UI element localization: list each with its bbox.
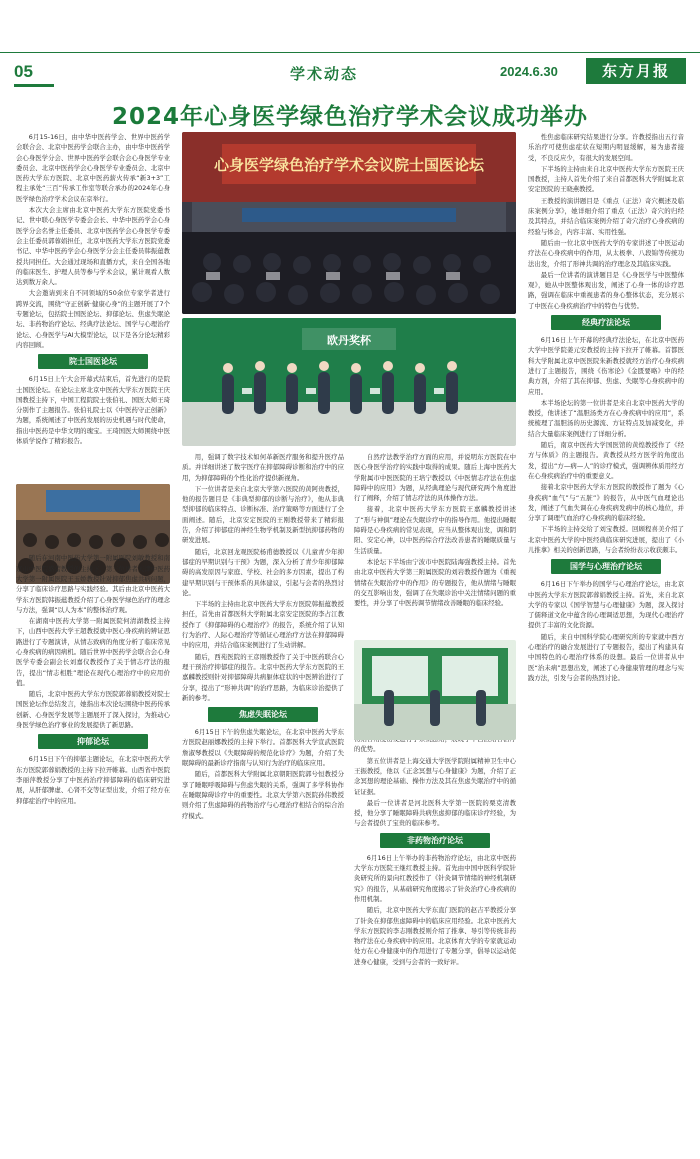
- exhibit-illustration: [354, 640, 516, 740]
- classic-paragraph-3: 随后，南京中医药大学国医馆的黄煌教授作了《经方与体质》的主题报告。黄教授从经方医学的角度出发，提出“方—病—人”的诊疗模式，强调辨体质用经方在心身疾病治疗中的重要意义。: [528, 441, 684, 480]
- subhead-classic-forum: 经典疗法论坛: [551, 315, 661, 330]
- stage-backdrop-text: 欧丹奖杯: [327, 334, 371, 347]
- headline: 2024年心身医学绿色治疗学术会议成功举办: [111, 104, 588, 130]
- column4-paragraph-1: 性焦虑临床研究结果进行分享。许教授指出五行音乐治疗可使焦虑症状在短期内明显缓解，易为患者接受，不良反应少，有很大的发展空间。: [528, 133, 684, 162]
- subhead-guoxue-forum: 国学与心理治疗论坛: [551, 559, 661, 574]
- column4-paragraph-3: 王教授的演讲题目是《重点（正法）奇穴概述及临床案例分享》，她详细介绍了重点（正法）奇穴的归经及其特点，并结合临床案例介绍了奇穴治疗心身疾病的经验与体会，内容丰富、实用性强。: [528, 196, 684, 236]
- column2-paragraph-4: 下半场的主持由北京中医药大学东方医院韩振蕴教授担任，首先由首都医科大学附属北京安定医院的李占江教授作了《抑郁障碍的心理治疗》的报告，系统介绍了认知行为治疗、人际心理治疗等循证心理治疗方法在抑郁障碍中的应用，并结合临床案例进行了生动讲解。: [182, 600, 344, 650]
- guoxue-paragraph-2: 随后，来自中国科学院心理研究所的专家就中西方心理治疗的融合发展进行了专题报告，提出了构建具有中国特色的心理治疗体系的设想。最后一位讲者从中医“治未病”思想出发，阐述了心身健康管理的理念与实践方法，引发与会者的热烈讨论。: [528, 632, 684, 682]
- paper-name-logo: 东方月报: [586, 58, 686, 84]
- issue-date: 2024.6.30: [500, 64, 558, 79]
- column2-paragraph-2: 下一位讲者是来自北京大学第六医院的黄阿贵教授，他的报告题目是《非典型抑郁的诊断与治疗》，他从非典型抑郁的临床特点、诊断标准、治疗策略等方面进行了全面阐述。随后，北京安定医院的王刚教授带来了精彩报告，介绍了抑郁症的神经生物学机制及新型抗抑郁药物的研发进展。: [182, 484, 344, 545]
- conference-hall-illustration: [182, 132, 516, 314]
- classic-paragraph-5: 下半场的主持交给了刘宝教授。回顾程喜美介绍了北京中医药大学的中医经典临床研究进展，提出了《小儿推拿》相关的创新思路，与会者纷纷表示收获颇丰。: [528, 525, 684, 554]
- classic-paragraph-4: 接着北京中医药大学东方医院的教授作了题为《心身疾病“血气”与“五脏”》的报告，从中医气血理论出发，阐述了气血失调在心身疾病发病中的核心地位，并分享了调理气血治疗心身疾病的临床经验。: [528, 483, 684, 523]
- award-stage-photo: [182, 318, 516, 446]
- anxiety-paragraph-1: 6月15日下午的焦虑失眠论坛，在北京中医药大学东方医院赵丽娜教授的主持下举行。首都医科大学宣武医院詹淑琴教授以《失眠障碍的规范化诊疗》为题，介绍了失眠障碍的最新诊疗指南与认知行为治疗的临床应用。: [182, 728, 344, 768]
- forum-photo-exhibit: [354, 640, 516, 740]
- classic-paragraph-1: 6月16日上午开幕的经典疗法论坛，在北京中医药大学中医学院姜元安教授的主持下拉开了帷幕。首都医科大学附属北京中医医院朱新教授就经方治疗心身疾病进行了主题报告，围绕《伤寒论》《金匮要略》中的经典方剂，介绍了其在抑郁、焦虑、失眠等心身疾病中的应用。: [528, 336, 684, 396]
- page-number-underline: [14, 84, 54, 87]
- column3-paragraph-3: 本论坛下半场由宁波市中医院陆海强教授主持。首先由北京中医药大学第三附属医院的刘岩教授作题为《重视情绪在失眠治疗中的作用》的专题报告，他从情绪与睡眠的交互影响出发，强调了在失眠诊治中关注情绪问题的重要性，并分享了中医药调节情绪改善睡眠的临床经验。: [354, 557, 516, 608]
- photo-spacer: [16, 447, 170, 553]
- academician-paragraph: 6月15日上午大会开幕式结束后，首先进行的是院士国医论坛。在论坛主席北京中医药大学东方医院王庆国教授主持下，中国工程院院士张伯礼、国医大师王琦分别作了主题报告。张伯礼院士以《中医药守正创新》为题，系统阐述了中医药发展的历史机遇与时代使命，指出中医药是中华文明的瑰宝。王琦国医大师围绕中医体质学说作了精彩报告。: [16, 375, 170, 446]
- page-number: 05: [14, 62, 33, 81]
- column2-paragraph-5: 随后，西苑医院的王彦刚教授作了关于中医药联合心理干预治疗抑郁症的报告。北京中医药大学东方医院的王嘉麟教授则针对抑郁障碍共病躯体症状的中医辨治进行了分享，提出了“形神共调”的治疗思路，为临床诊治提供了新的参考。: [182, 652, 344, 702]
- intro-paragraph-2: 本次大会主席由北京中医药大学东方医院党委书记、世中联心身医学专委会会长、中华中医药学会心身医学分会名誉主任委员、北京中医药学会心身医学专委会主任委员郭蓉娟担任，北京中医药大学东方医院党委书记、中华中医药学会心身医学分会主任委员韩振蕴教授共同担任。大会通过现场和直播方式，来自全国各地的临床医生、护理人员等参与学术会议，累计观看人数达到数万余人。: [16, 206, 170, 287]
- column1-paragraph-4: 随后在河南中医药大学第一附属医院刘敏教授和南京市中医院盛蕾教授的主持下，第三位讲者天津中医药大学第一附属医院王玉娇教授针对抑郁焦虑共病问题，分享了临床诊疗思路与实践经验。其后由北京中医药大学东方医院韩振蕴教授介绍了心身医学绿色治疗的理念与方法，强调“以人为本”的整体治疗观。: [16, 554, 170, 614]
- column3-paragraph-2: 接着，北京中医药大学东方医院王嘉麟教授讲述了“形与神俱”理论在失眠诊疗中的指导作用。他提出睡眠障碍是心身疾病的常见表现，应当从整体观出发，调和阴阳、安定心神，以中医药综合疗法改善患者的睡眠质量与生活质量。: [354, 505, 516, 555]
- classic-paragraph-2: 本半场论坛的第一位讲者是来自北京中医药大学的教授，他讲述了“温胆汤类方在心身疾病中的应用”，系统梳理了温胆汤的历史源流、方证特点及加减变化，并结合大量临床案例进行了详细分析。: [528, 398, 684, 438]
- guoxue-paragraph-1: 6月16日下午举办的国学与心理治疗论坛，由北京中医药大学东方医院郭蓉娟教授主持。首先，来自北京大学的专家以《国学智慧与心理健康》为题，深入探讨了儒释道文化中蕴含的心理调适思想，为现代心理治疗提供了丰富的文化资源。: [528, 580, 684, 630]
- column-4: [528, 132, 684, 1147]
- subhead-anxiety-forum: 焦虑失眠论坛: [208, 707, 318, 722]
- column2-paragraph-3: 随后，北京回龙观医院杨甫德教授以《儿童青少年抑郁症的早期识别与干预》为题，深入分析了青少年抑郁障碍的高发原因与家庭、学校、社会的多方因素，提出了构建早期识别与干预体系的具体建议，引起与会者的热烈讨论。: [182, 547, 344, 597]
- column3-paragraph-5: 第五位讲者是上海交通大学医学院附属精神卫生中心王振教授，他以《正念冥想与心身健康》为题，介绍了正念冥想的理论基础、操作方法及其在焦虑失眠治疗中的循证证据。: [354, 756, 516, 796]
- column1-paragraph-6: 随后，北京中医药大学东方医院郭蓉娟教授对院士国医论坛作总结发言，她指出本次论坛围绕中医药传承创新、心身医学发展等主题展开了深入探讨，为推动心身医学绿色治疗事业的发展提供了新思路。: [16, 690, 170, 730]
- section-name: 学术动态: [290, 65, 359, 83]
- depression-paragraph: 6月15日下午的抑郁主题论坛，在北京中医药大学东方医院郭蓉娟教授的主持下拉开帷幕。山西省中医院李丽萍教授分享了中医药治疗抑郁障碍的临床研究进展，从肝郁脾虚、心肾不交等证型出发，介绍了经方在抑郁症治疗中的应用。: [16, 755, 170, 805]
- subhead-academician-forum: 院士国医论坛: [38, 354, 148, 369]
- subhead-depression-forum: 抑郁论坛: [38, 734, 148, 749]
- masthead-rule: [0, 52, 700, 53]
- column3-paragraph-1: 自然疗法教学治疗方面的应用，并说明东方医院在中医心身医学治疗的实践中取得的成果。随后上海中医药大学附属市中医医院的王培宁教授以《中医情志疗法在焦虑障碍中的应用》为题，从经典理论与现代研究两个角度进行了阐释，介绍了情志疗法的具体操作方法。: [354, 453, 516, 503]
- column4-paragraph-5: 最后一位讲者的演讲题目是《心身医学与中医整体观》，她从中医整体观出发，阐述了心身一体的诊疗思路，强调在临床中重视患者的身心整体状态，充分展示了中医在心身疾病治疗中的特色与优势。: [528, 270, 684, 310]
- column2-paragraph-1: 用，强调了数字技术如何革新医疗服务和提升医疗品质。并详细讲述了数字医疗在抑郁障碍诊断和治疗中的应用，为抑郁障碍的个性化治疗提供新视角。: [182, 453, 344, 482]
- column-1: [16, 132, 170, 1147]
- column4-paragraph-2: 下半场的主持由来自北京中医药大学东方医院王庆国教授，主持人首先介绍了来自首都医科大学附属北京安定医院的王晓燕教授。: [528, 164, 684, 194]
- subhead-nondrug-forum: 非药物治疗论坛: [380, 833, 490, 848]
- column3-paragraph-6: 最后一位讲者是河北医科大学第一医院的栗克清教授，他分享了睡眠障碍共病焦虑抑郁的临床诊疗经验，为与会者提供了宝贵的临床参考。: [354, 798, 516, 828]
- nondrug-paragraph-1: 6月16日上午举办的非药物治疗论坛，由北京中医药大学东方医院王继红教授主持。首先由中国中医科学院针灸研究所的景向红教授作了《针灸调节情绪的神经机制研究》的报告，从基础研究角度揭示了针灸治疗心身疾病的作用机制。: [354, 853, 516, 903]
- column-2: [182, 452, 344, 1147]
- intro-paragraph-3: 大会邀请到来自不同领域的50余位专家学者进行跨界交流，围绕“守正创新·健康心身”的主题开展了7个专题论坛，包括院士国医论坛、抑郁论坛、焦虑失眠论坛、非药物治疗论坛、经典疗法论坛、国学与心理治疗论坛、心身医学与AI大模型论坛，以下是各分论坛精彩内容回顾。: [16, 289, 170, 349]
- award-stage-illustration: [182, 318, 516, 446]
- column3-paragraph-4: 的优势。: [354, 745, 380, 754]
- column-3: [354, 452, 516, 1147]
- banner-text: 心身医学绿色治疗学术会议院士国医论坛: [213, 156, 485, 174]
- masthead: [0, 0, 700, 96]
- column1-paragraph-5: 在湖南中医药大学第一附属医院何清湖教授主持下，山西中医药大学王超教授就中医心身疾病的辨证思路进行了专题演讲，从情志致病的角度分析了临床常见心身疾病的病因病机。随后世界中医药学会联合会心身医学专委会副会长刘嘉仪教授作了关于情志疗法的报告，提出“情志相胜”理论在现代心理治疗中的应用价值。: [16, 617, 170, 687]
- nondrug-paragraph-2: 随后，北京中医药大学东直门医院的赵吉平教授分享了针灸在抑郁焦虑障碍中的临床应用经验。北京中医药大学东方医院的李志刚教授则介绍了推拿、导引等传统非药物疗法在心身疾病中的应用。北京体育大学的专家就运动处方在心身健康中的作用进行了专题分享，倡导以运动促进身心健康，受到与会者的一致好评。: [354, 906, 516, 966]
- column4-paragraph-4: 随后由一位北京中医药大学的专家讲述了中医运动疗法在心身疾病中的作用，从太极拳、八段锦等传统功法出发，介绍了形神共调的治疗理念及其临床实践。: [528, 238, 684, 268]
- anxiety-paragraph-2: 随后，首都医科大学附属北京朝阳医院郭兮恒教授分享了睡眠呼吸障碍与焦虑失眠的关系，强调了多学科协作在睡眠障碍诊疗中的重要性。北京大学第六医院孙伟教授则介绍了焦虑障碍的药物治疗与心理治疗相结合的综合治疗模式。: [182, 770, 344, 820]
- main-photo-conference-hall: [182, 132, 516, 314]
- intro-paragraph-1: 6月15-16日，由中华中医药学会、世界中医药学会联合会、北京中医药学会联合主办，由中华中医药学会心身医学分会、世界中医药学会联合会心身医学专业委员会、北京中医药学会心身医学专业委员会、北京中医药大学东方医院、北京中医药薪火传承“新3+3”工程主承处“三百”传承工作室等联合承办的2024年心身医学绿色治疗学术会议在京举行。: [16, 133, 170, 203]
